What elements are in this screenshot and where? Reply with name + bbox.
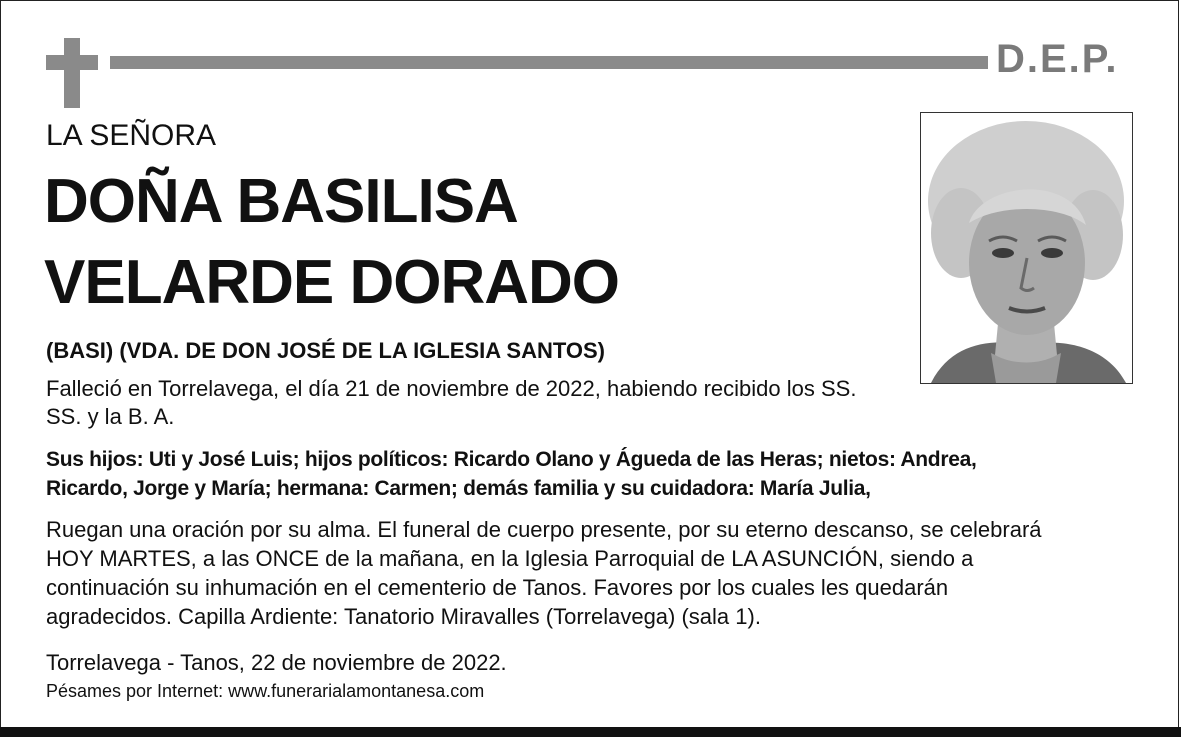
place-date: Torrelavega - Tanos, 22 de noviembre de 2022. [46,650,507,675]
portrait-photo [920,112,1133,384]
header-rule [110,56,988,69]
honorific-prefix: LA SEÑORA [46,119,217,152]
deceased-name-line2: VELARDE DORADO [44,248,620,317]
deceased-name-line1: DOÑA BASILISA [44,167,518,236]
dep-label: D.E.P. [996,37,1119,81]
condolences-web: Pésames por Internet: www.funerarialamontanesa.com [46,681,485,701]
cross-icon [46,38,98,108]
funeral-paragraph: Ruegan una oración por su alma. El funeral de cuerpo presente, por su eterno descanso, se celebrará HOY MARTES, a las ONCE de la mañana, en la Iglesia Parroquial de LA ASUNCIÓN, siendo a continuación su inhumación en el cementerio de Tanos. Favores por los cuales les quedarán agradecidos. Capilla Ardiente: Tanatorio Miravalles (Torrelavega) (sala 1). [46,517,1042,629]
bottom-border [0,727,1181,737]
death-paragraph: Falleció en Torrelavega, el día 21 de noviembre de 2022, habiendo recibido los SS. SS. y la B. A. [46,376,857,429]
alias-line: (BASI) (VDA. DE DON JOSÉ DE LA IGLESIA SANTOS) [46,338,606,363]
family-paragraph: Sus hijos: Uti y José Luis; hijos políticos: Ricardo Olano y Águeda de las Heras; nietos: Andrea, Ricardo, Jorge y María; hermana: Carmen; demás familia y su cuidadora: María Julia, [46,448,977,500]
